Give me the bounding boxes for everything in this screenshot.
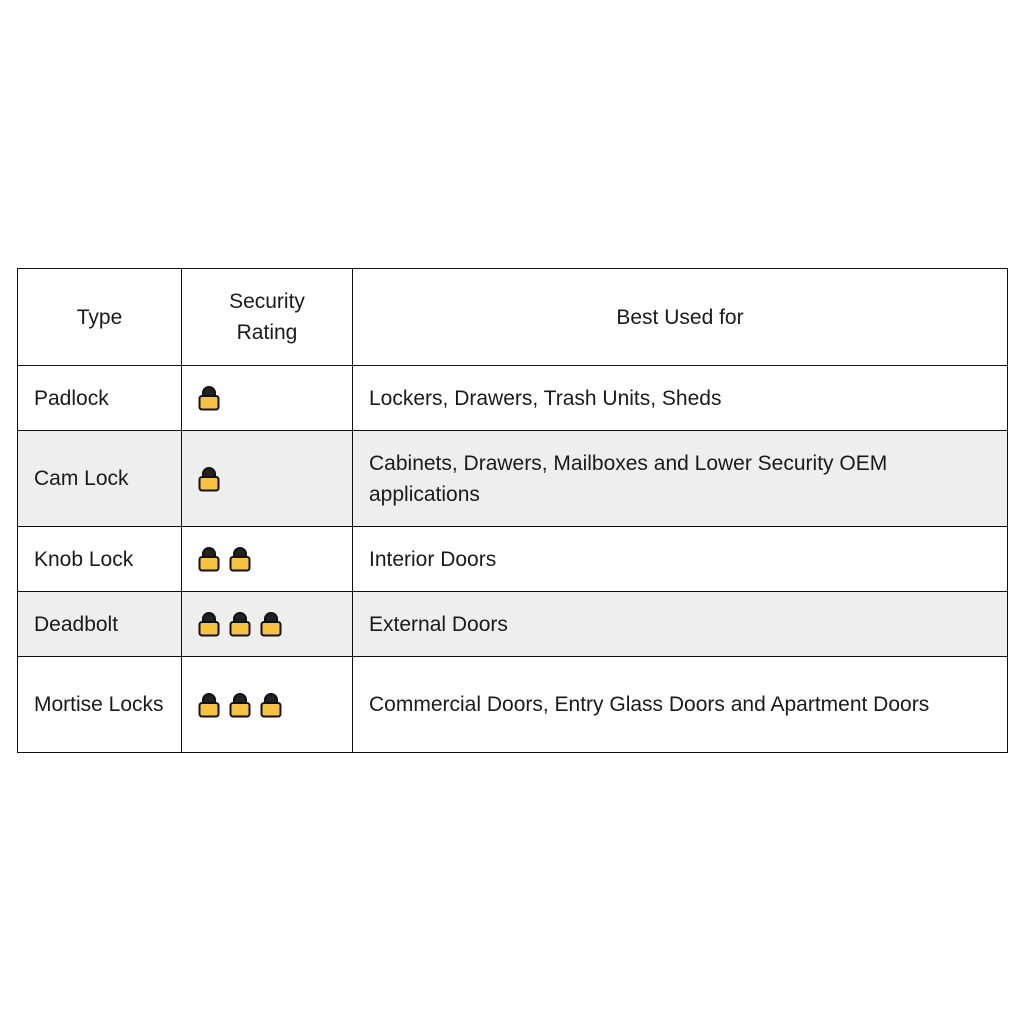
cell-type: Deadbolt: [18, 592, 182, 657]
lock-icon: [229, 546, 251, 572]
rating-locks: [198, 385, 336, 411]
cell-type: Mortise Locks: [18, 657, 182, 753]
table-row: [18, 527, 1008, 592]
lock-icon: [260, 611, 282, 637]
cell-security-rating: [182, 431, 353, 527]
cell-type: Cam Lock: [18, 431, 182, 527]
table-row: [18, 592, 1008, 657]
rating-locks: [198, 546, 336, 572]
rating-locks: [198, 611, 336, 637]
lock-comparison-table-container: [17, 268, 1007, 753]
cell-type: Padlock: [18, 366, 182, 431]
lock-icon: [260, 692, 282, 718]
table-row: [18, 431, 1008, 527]
cell-security-rating: [182, 366, 353, 431]
cell-best-used-for: Lockers, Drawers, Trash Units, Sheds: [353, 366, 1008, 431]
cell-best-used-for: Cabinets, Drawers, Mailboxes and Lower Security OEM applications: [353, 431, 1008, 527]
table-row: [18, 657, 1008, 753]
cell-security-rating: [182, 527, 353, 592]
lock-icon: [198, 466, 220, 492]
table-row: [18, 366, 1008, 431]
header-security-rating: Security Rating: [182, 269, 353, 366]
header-best-used-for: Best Used for: [353, 269, 1008, 366]
cell-best-used-for: External Doors: [353, 592, 1008, 657]
table-header-row: [18, 269, 1008, 366]
cell-best-used-for: Interior Doors: [353, 527, 1008, 592]
cell-security-rating: [182, 592, 353, 657]
lock-icon: [198, 546, 220, 572]
lock-icon: [198, 692, 220, 718]
lock-icon: [198, 385, 220, 411]
lock-icon: [229, 611, 251, 637]
header-type: Type: [18, 269, 182, 366]
cell-type: Knob Lock: [18, 527, 182, 592]
cell-security-rating: [182, 657, 353, 753]
lock-icon: [229, 692, 251, 718]
lock-icon: [198, 611, 220, 637]
cell-best-used-for: Commercial Doors, Entry Glass Doors and Apartment Doors: [353, 657, 1008, 753]
rating-locks: [198, 692, 336, 718]
rating-locks: [198, 466, 336, 492]
lock-comparison-table: [17, 268, 1008, 753]
